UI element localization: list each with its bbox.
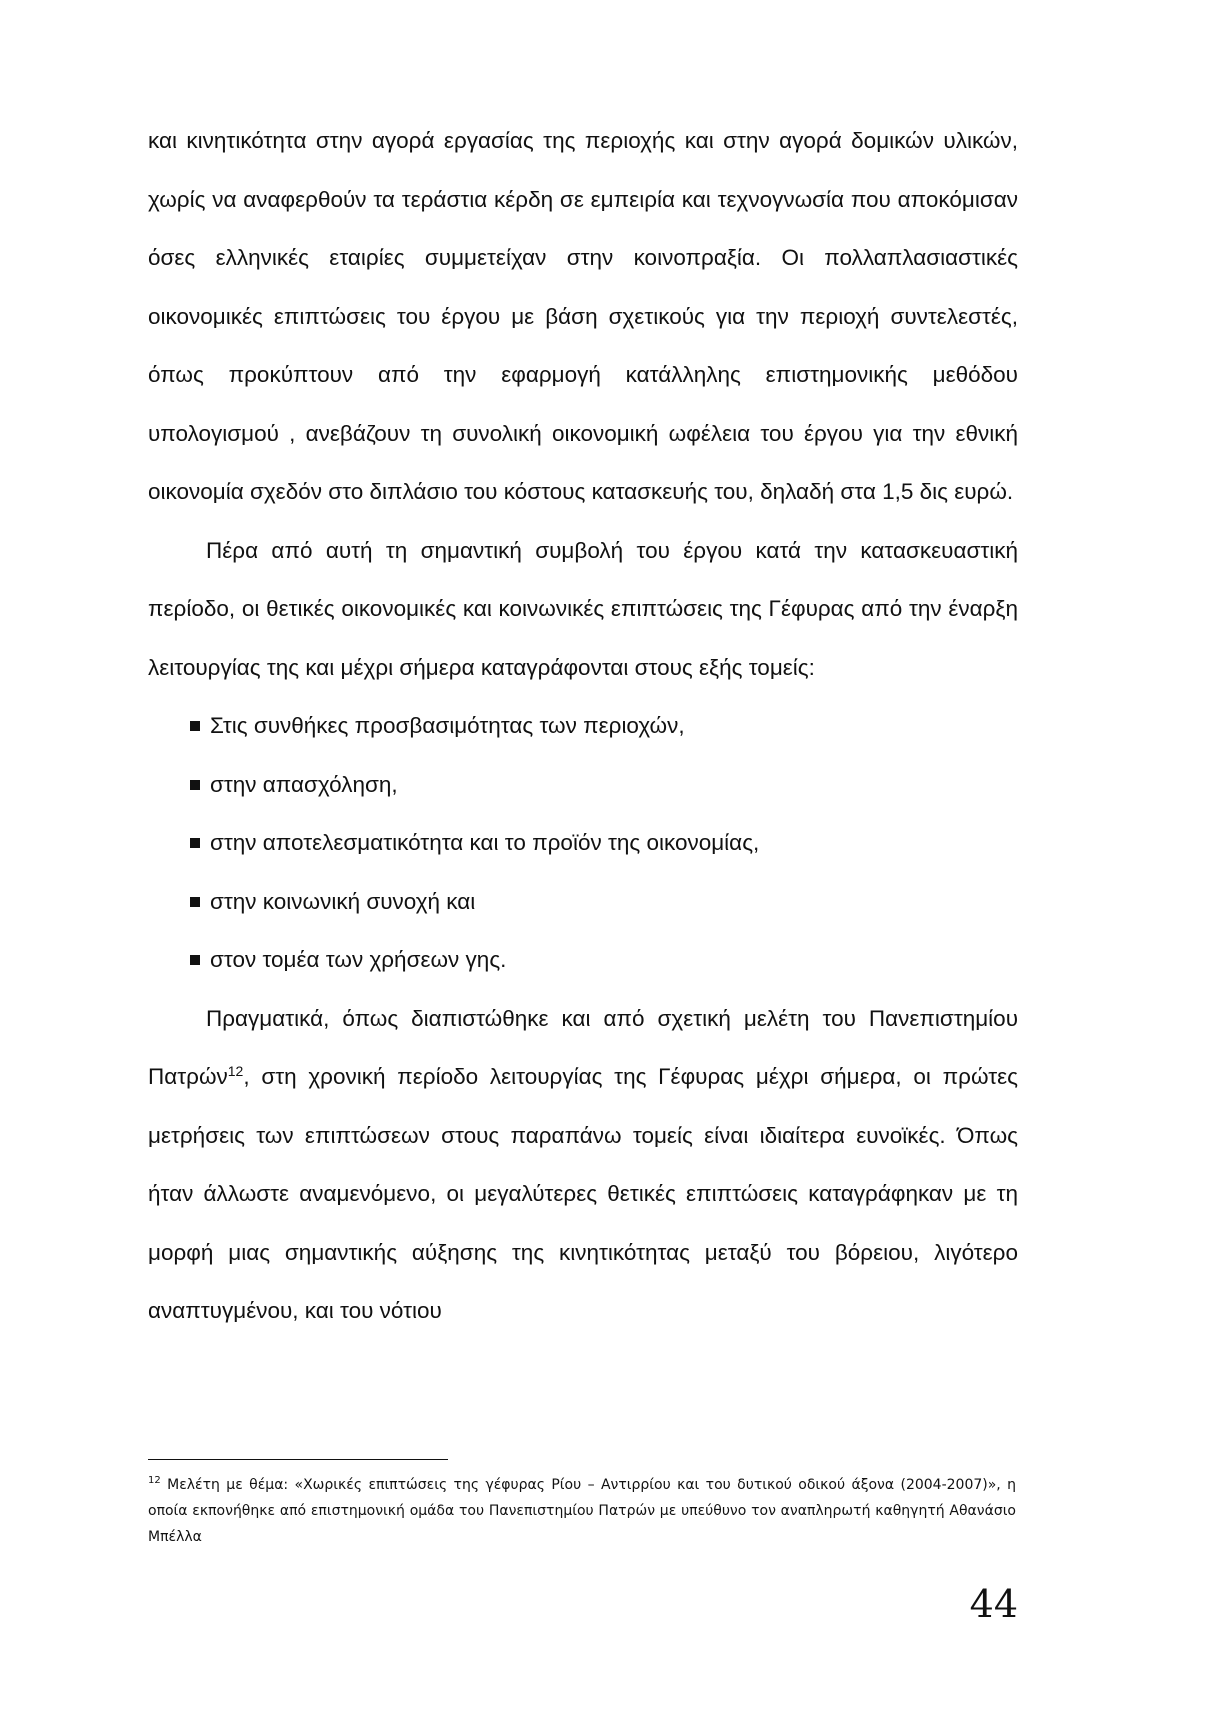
paragraph-1: και κινητικότητα στην αγορά εργασίας της περιοχής και στην αγορά δομικών υλικών, χωρίς να αναφερθούν τα τεράστια κέρδη σε εμπειρία και τεχνογνωσία που αποκόμισαν όσες ελληνικές εταιρίες συμμετείχαν στην κοινοπραξία. Οι πολλαπλασιαστικές οικονομικές επιπτώσεις του έργου με βάση σχετικούς για την περιοχή συντελεστές, όπως προκύπτουν από την εφαρμογή κατάλληλης επιστημονικής μεθόδου υπολογισμού , ανεβάζουν τη συνολική οικονομική ωφέλεια του έργου για την εθνική οικονομία σχεδόν στο διπλάσιο του κόστους κατασκευής του, δηλαδή στα 1,5 δις ευρώ.	[148, 128, 1018, 504]
paragraph-3	[148, 990, 1018, 1341]
document-body	[148, 112, 1018, 1341]
list-item	[210, 873, 1018, 932]
bullet-list	[148, 697, 1018, 990]
square-bullet-icon	[190, 897, 200, 907]
footnote-text: Μελέτη με θέμα: «Χωρικές επιπτώσεις της γέφυρας Ρίου – Αντιρρίου και του δυτικού οδικού άξονα (2004-2007)», η οποία εκπονήθηκε από επιστημονική ομάδα του Πανεπιστημίου Πατρών με υπεύθυνο τον αναπληρωτή καθηγητή Αθανάσιο Μπέλλα	[148, 1477, 1016, 1545]
list-item-text: στην αποτελεσματικότητα και το προϊόν της οικονομίας,	[210, 830, 760, 855]
footnote-reference[interactable]: 12	[227, 1063, 244, 1079]
list-item	[210, 814, 1018, 873]
list-item	[210, 931, 1018, 990]
footnote-number: 12	[148, 1475, 161, 1486]
list-item-text: Στις συνθήκες προσβασιμότητας των περιοχών,	[210, 713, 685, 738]
footnote-divider	[148, 1459, 448, 1460]
square-bullet-icon	[190, 721, 200, 731]
list-item	[210, 756, 1018, 815]
square-bullet-icon	[190, 838, 200, 848]
square-bullet-icon	[190, 955, 200, 965]
list-item	[210, 697, 1018, 756]
page-number: 44	[969, 1582, 1018, 1626]
paragraph-3-start: Πραγματικά, όπως διαπιστώθηκε και από σχετική μελέτη του Πανεπιστημίου Πατρών	[148, 1005, 1018, 1089]
paragraph-3-rest: , στη χρονική περίοδο λειτουργίας της Γέφυρας μέχρι σήμερα, οι πρώτες μετρήσεις των επιπτώσεων στους παραπάνω τομείς είναι ιδιαίτερα ευνοϊκές. Όπως ήταν άλλωστε αναμενόμενο, οι μεγαλύτερες θετικές επιπτώσεις καταγράφηκαν με τη μορφή μιας σημαντικής αύξησης της κινητικότητας μεταξύ του βόρειου, λιγότερο αναπτυγμένου, και του νότιου	[148, 1064, 1018, 1323]
list-item-text: στην κοινωνική συνοχή και	[210, 888, 476, 914]
footnote	[148, 1472, 1016, 1550]
square-bullet-icon	[190, 780, 200, 790]
paragraph-2: Πέρα από αυτή τη σημαντική συμβολή του έργου κατά την κατασκευαστική περίοδο, οι θετικές οικονομικές και κοινωνικές επιπτώσεις της Γέφυρας από την έναρξη λειτουργίας της και μέχρι σήμερα καταγράφονται στους εξής τομείς:	[148, 537, 1018, 680]
list-item-text: στην απασχόληση,	[210, 771, 398, 797]
list-item-text: στον τομέα των χρήσεων γης.	[210, 947, 507, 972]
